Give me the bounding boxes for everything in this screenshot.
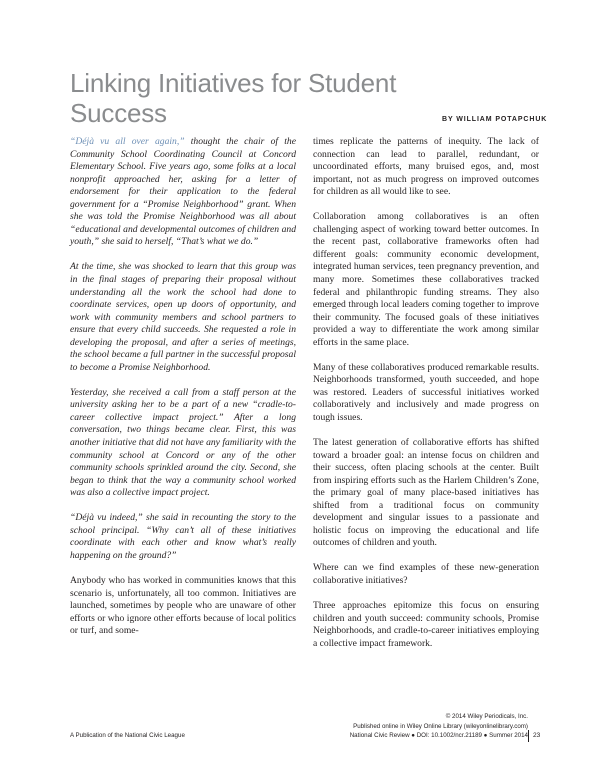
page-number-divider bbox=[528, 730, 529, 742]
paragraph bbox=[70, 136, 296, 249]
paragraph: The latest generation of collaborative efforts has shifted toward a broader goal: an intense focus on children and their success, often placing schools at the center. Built from inspiring efforts such as the Harlem Children’s Zone, the primary goal of many place-based initiatives has shifted from a traditional focus on community development and singular issues to a passionate and holistic focus on improving the educational and life outcomes of children and youth. bbox=[313, 436, 539, 549]
paragraph: Where can we find examples of these new-generation collaborative initiatives? bbox=[313, 562, 539, 586]
citation-line: National Civic Review ● DOI: 10.1002/ncr.21189 ● Summer 2014 bbox=[349, 732, 528, 740]
paragraph: At the time, she was shocked to learn that this group was in the final stages of preparing their proposal without understanding all the work the school had done to coordinate services, open up doors of opportunity, and work with community members and school partners to ensure that every child succeeds. She requested a role in developing the proposal, and after a series of meetings, the school became a full partner in the successful proposal to become a Promise Neighborhood. bbox=[70, 261, 296, 373]
paragraph: Many of these collaboratives produced remarkable results. Neighborhoods transformed, youth succeeded, and hope was restored. Leaders of successful initiatives worked collaboratively and inclusively and made progress on tough issues. bbox=[313, 361, 539, 423]
published-online-line: Published online in Wiley Online Library (wileyonlinelibrary.com) bbox=[353, 722, 528, 730]
left-column bbox=[70, 136, 296, 650]
paragraph: Three approaches epitomize this focus on ensuring children and youth succeed: community schools, Promise Neighborhoods, and cradle-to-career initiatives employing a collective impact framework. bbox=[313, 600, 539, 649]
paragraph: Yesterday, she received a call from a staff person at the university asking her to be a part of a new “cradle-to-career collective impact project.” After a long conversation, two things became clear. First, this was another initiative that did not have any familiarity with the community school at Concord or any of the other community schools sprinkled around the city. Second, she began to think that the way a community school worked was also a collective impact project. bbox=[70, 386, 296, 499]
paragraph: Anybody who has worked in communities knows that this scenario is, unfortunately, all too common. Initiatives are launched, sometimes by people who are unaware of other efforts or who ignore other efforts because of local politics or turf, and some- bbox=[70, 574, 296, 637]
paragraph: times replicate the patterns of inequity. The lack of connection can lead to parallel, redundant, or uncoordinated efforts, many bruised egos, and, most important, not as much progress on improved outcomes for children as all would like to see. bbox=[313, 136, 539, 198]
page-number: 23 bbox=[533, 732, 541, 739]
author-byline: BY WILLIAM POTAPCHUK bbox=[442, 116, 548, 123]
paragraph: Collaboration among collaboratives is an often challenging aspect of working toward better outcomes. In the recent past, collaborative frameworks often had different goals: community economic development, integrated human services, teen pregnancy prevention, and many more. Sometimes these collaboratives tracked federal and philanthropic funding streams. They also emerged through local leaders coming together to improve their community. The focused goals of these initiatives provided a way to differentiate the work among similar efforts in the same place. bbox=[313, 211, 539, 348]
paragraph: “Déjà vu indeed,” she said in recounting the story to the school principal. “Why can’t all of these initiatives coordinate with each other and know what’s really happening on the ground?” bbox=[70, 512, 296, 561]
paragraph-text: thought the chair of the Community School Coordinating Council at Concord Elementary School. Five years ago, some folks at a local nonprofit approached her, asking for a letter of endorsement for their application to the federal government for a “Promise Neighborhood” grant. When she was told the Promise Neighborhood was all about “educational and developmental outcomes of children and youth,” she said to herself, “That’s what we do.” bbox=[70, 136, 296, 248]
publication-credit: A Publication of the National Civic League bbox=[70, 732, 185, 739]
article-title: Linking Initiatives for Student Success bbox=[70, 68, 397, 128]
opening-quote: “Déjà vu all over again,” bbox=[70, 136, 185, 147]
footer-info bbox=[350, 712, 528, 741]
right-column bbox=[313, 136, 539, 663]
copyright-line: © 2014 Wiley Periodicals, Inc. bbox=[445, 713, 528, 720]
